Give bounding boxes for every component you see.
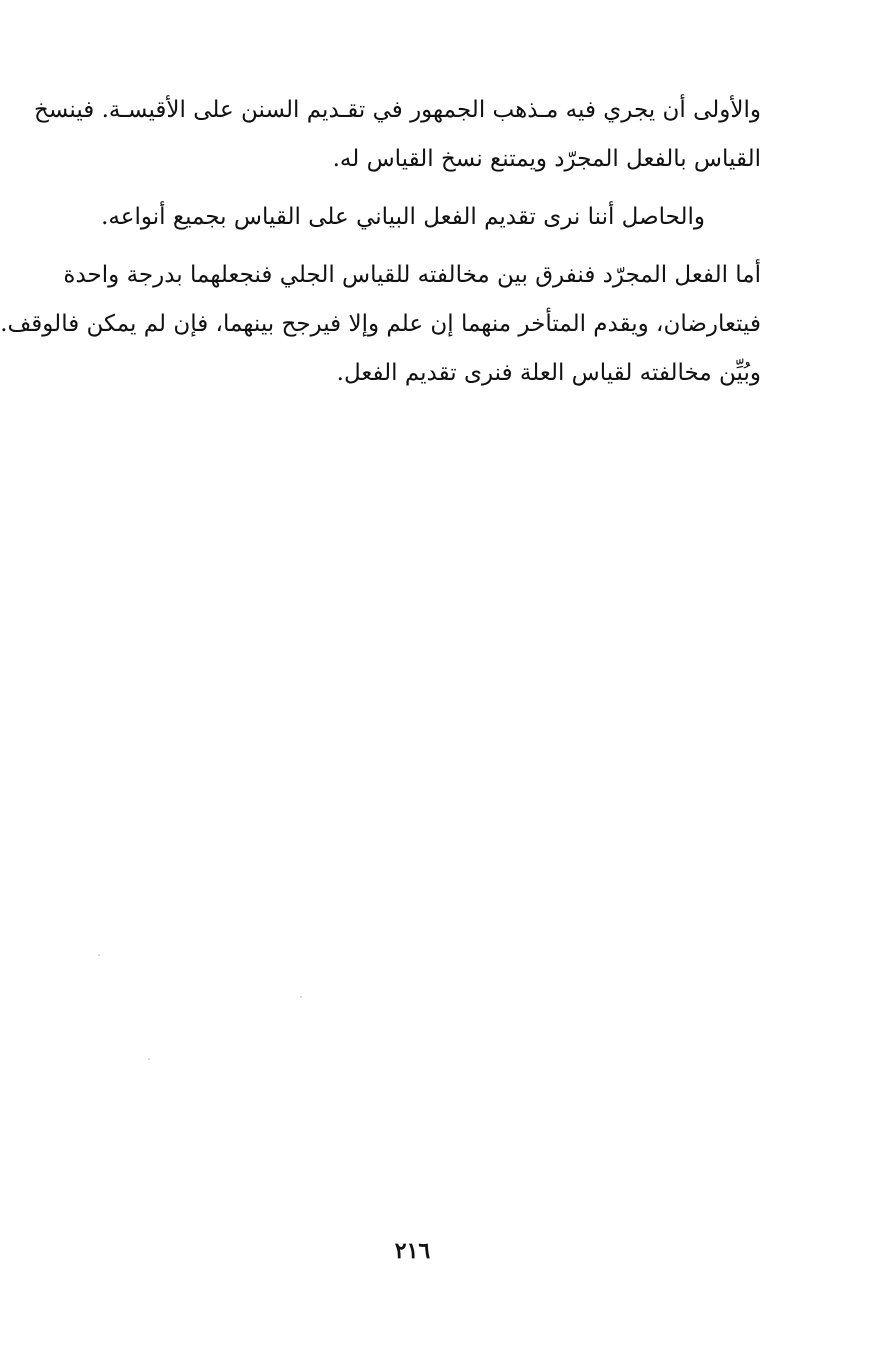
paragraph-3 — [0, 251, 761, 398]
paragraph-1 — [34, 86, 761, 184]
paragraph-2-line-1: والحاصل أننا نرى تقديم الفعل البياني على القياس بجميع أنواعه. — [101, 204, 705, 230]
page-number: ٢١٦ — [394, 1238, 431, 1264]
scan-speck — [98, 954, 100, 956]
paragraph-3-line-2: فيتعارضان، ويقدم المتأخر منهما إن علم وإلا فيرجح بينهما، فإن لم يمكن فالوقف. — [0, 311, 761, 337]
paragraph-3-line-3: وبُيِّن مخالفته لقياس العلة فنرى تقديم الفعل. — [336, 360, 761, 386]
paragraph-1-line-2: القياس بالفعل المجرّد ويمتنع نسخ القياس له. — [332, 146, 761, 172]
paragraph-3-line-1: أما الفعل المجرّد فنفرق بين مخالفته للقياس الجلي فنجعلهما بدرجة واحدة — [63, 262, 761, 288]
body-text — [0, 86, 761, 398]
scan-speck — [148, 1058, 150, 1060]
paragraph-1-line-1: والأولى أن يجري فيه مـذهب الجمهور في تقـديم السنن على الأقيسـة. فينسخ — [34, 97, 761, 123]
scan-speck — [300, 996, 302, 998]
paragraph-2 — [101, 193, 761, 242]
